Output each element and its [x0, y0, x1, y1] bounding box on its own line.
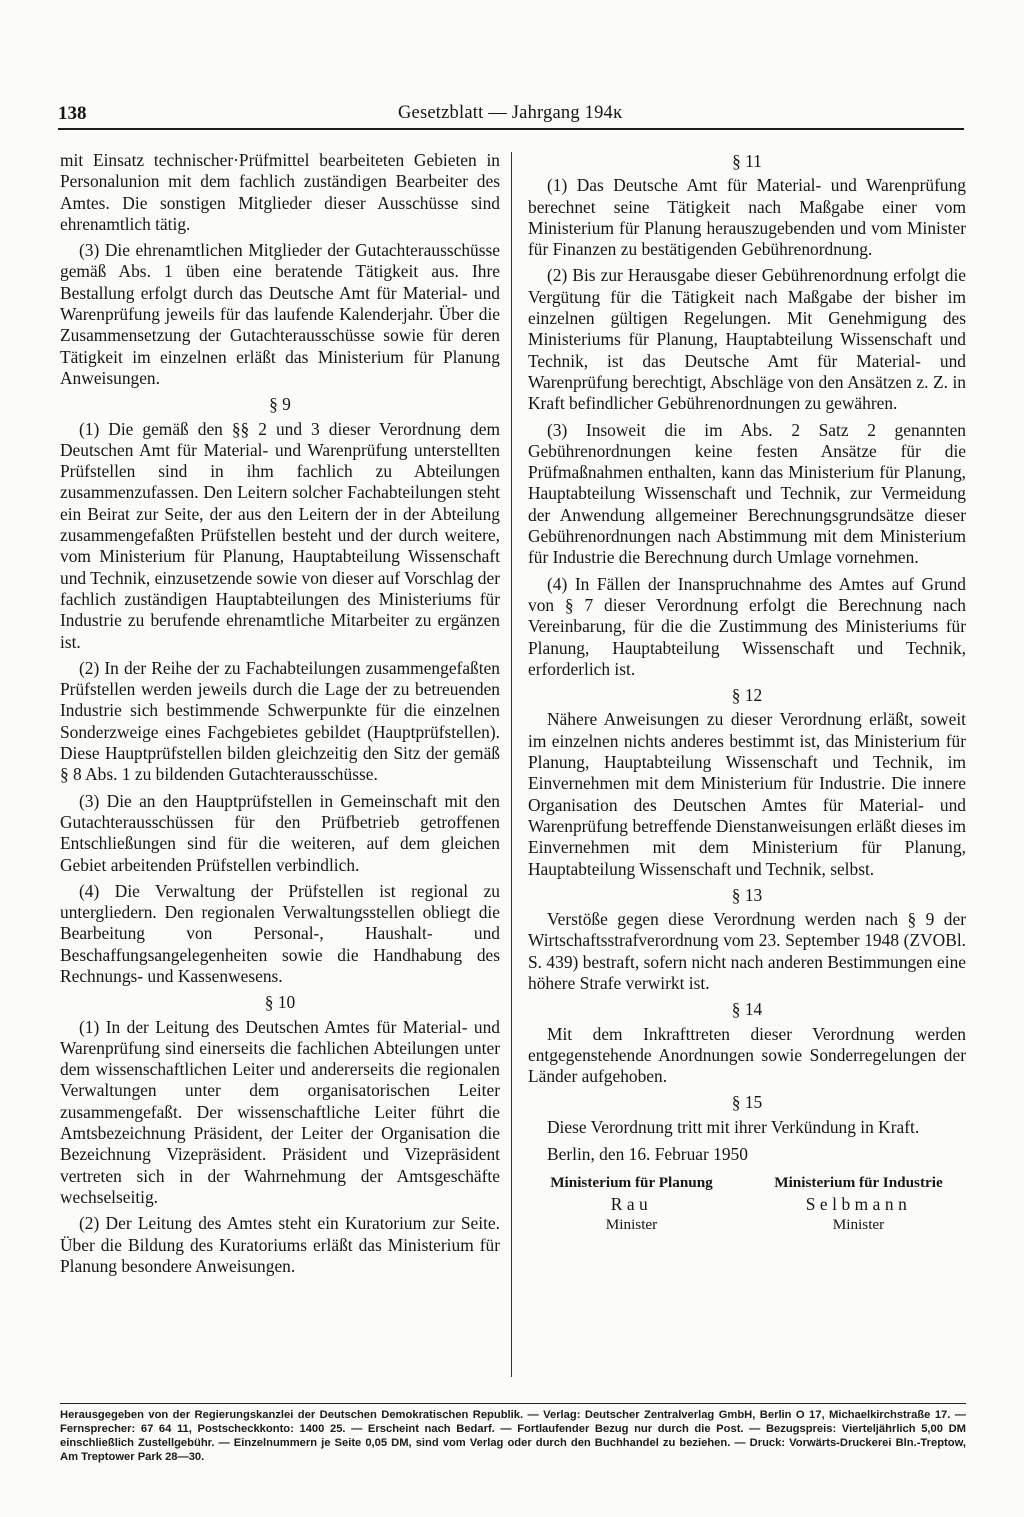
- section-heading-14: § 14: [731, 999, 763, 1020]
- footer-rule: [60, 1403, 966, 1404]
- paragraph: Mit dem Inkrafttreten dieser Verordnung werden entgegenstehende Anordnungen sowie Sonderregelungen der Länder aufgehoben.: [528, 1023, 966, 1087]
- page-header: [58, 103, 966, 129]
- signature-ministry: Ministerium für Industrie: [774, 1174, 943, 1192]
- left-column: [60, 150, 500, 1282]
- signature-name: Rau: [610, 1194, 653, 1215]
- place-date: Berlin, den 16. Februar 1950: [547, 1144, 748, 1165]
- paragraph: (3) Die ehrenamtlichen Mitglieder der Gutachterausschüsse gemäß Abs. 1 üben eine beratende Tätigkeit aus. Ihre Bestallung erfolgt durch das Deutsche Amt für Material- und Warenprüfung jeweils für das laufende Kalenderjahr. Über die Zusammensetzung der Gutachterausschüsse sowie für deren Tätigkeit im einzelnen erläßt das Ministerium für Planung Anweisungen.: [60, 240, 500, 388]
- page-number: 138: [58, 103, 87, 124]
- signature-title: Minister: [832, 1216, 885, 1234]
- paragraph: Nähere Anweisungen zu dieser Verordnung erläßt, soweit im einzelnen nichts anderes bestimmt ist, das Ministerium für Planung, Hauptabteilung Wissenschaft und Technik, im Einvernehmen mit dem Ministerium für Industrie. Die innere Organisation des Deutschen Amtes für Material- und Warenprüfung betreffende Dienstanweisungen erläßt dieses im Einvernehmen mit dem Ministerium für Planung, Hauptabteilung Wissenschaft und Technik, selbst.: [528, 709, 966, 879]
- section-heading-15: § 15: [731, 1092, 763, 1113]
- publisher-imprint: Herausgegeben von der Regierungskanzlei der Deutschen Demokratischen Republik. — Verlag: Deutscher Zentralverlag GmbH, Berlin O 17, Michaelkirchstraße 17. — Fernsprecher: 67 64 11, Postscheckkonto: 1400 25. — Erscheint nach Bedarf. — Fortlaufender Bezug nur durch die Post. — Bezugspreis: Vierteljährlich 5,00 DM einschließlich Zustellgebühr. — Einzelnummern je Seite 0,05 DM, sind vom Verlag oder durch den Buchhandel zu beziehen. — Druck: Vorwärts-Druckerei Bln.-Treptow, Am Treptower Park 28—30.: [60, 1409, 966, 1463]
- paragraph: (1) Die gemäß den §§ 2 und 3 dieser Verordnung dem Deutschen Amt für Material- und Warenprüfung unterstellten Prüfstellen sind in ihm fachlich zu Abteilungen zusammenzufassen. Den Leitern solcher Fachabteilungen steht ein Beirat zur Seite, der aus den Leitern der in der Abteilung zusammengefaßten Prüfstellen besteht und der durch weitere, vom Ministerium für Planung, Hauptabteilung Wissenschaft und Technik, einzusetzende sowie von dieser auf Vorschlag der fachlich zuständigen Hauptabteilungen des Ministeriums für Industrie zu berufende ehrenamtliche Mitarbeiter zu ergänzen ist.: [60, 418, 500, 652]
- paragraph: mit Einsatz technischer·Prüfmittel bearbeiteten Gebieten in Personalunion mit dem fachlich zuständigen Bearbeiter des Amtes. Die sonstigen Mitglieder dieser Ausschüsse sind ehrenamtlich tätig.: [60, 150, 500, 234]
- paragraph: (1) Das Deutsche Amt für Material- und Warenprüfung berechnet seine Tätigkeit nach Maßgabe einer vom Ministerium für Planung herauszugebenden und vom Minister für Finanzen zu bestätigenden Gebührenordnung.: [528, 175, 966, 260]
- signature-ministry: Ministerium für Planung: [550, 1174, 713, 1192]
- paragraph: (3) Insoweit die im Abs. 2 Satz 2 genannten Gebührenordnungen keine festen Ansätze für die Prüfmaßnahmen enthalten, kann das Ministerium für Planung, Hauptabteilung Wissenschaft und Technik, zur Vermeidung der Anwendung allgemeiner Berechnungsgrundsätze dieser Gebührenordnungen nach Abstimmung mit dem Ministerium für Industrie die Berechnung durch Umlage vornehmen.: [528, 419, 966, 568]
- section-heading-13: § 13: [731, 884, 763, 905]
- column-divider: [511, 152, 512, 1377]
- signature-name: Selbmann: [805, 1194, 912, 1215]
- header-rule: [58, 128, 964, 130]
- signature-planung: [524, 1173, 739, 1234]
- signature-block: [524, 1173, 966, 1234]
- paragraph: (4) In Fällen der Inanspruchnahme des Amtes auf Grund von § 7 dieser Verordnung erfolgt die Berechnung nach Vereinbarung, für die die Zustimmung des Ministeriums für Planung, Hauptabteilung Wissenschaft und Technik, erforderlich ist.: [528, 573, 966, 679]
- signature-title: Minister: [605, 1216, 658, 1234]
- section-heading-9: § 9: [269, 394, 291, 415]
- paragraph: Diese Verordnung tritt mit ihrer Verkündung in Kraft.: [547, 1116, 920, 1137]
- paragraph: (2) Bis zur Herausgabe dieser Gebührenordnung erfolgt die Vergütung für die Tätigkeit nach Maßgabe der bisher im einzelnen gültigen Regelungen. Mit Genehmigung des Ministeriums für Planung, Hauptabteilung Wissenschaft und Technik, ist das Deutsche Amt für Material- und Warenprüfung berechtigt, Abschläge von den Ansätzen z. Z. in Kraft befindlicher Gebührenordnungen zu gewähren.: [528, 265, 966, 414]
- paragraph: (1) In der Leitung des Deutschen Amtes für Material- und Warenprüfung sind einerseits die fachlichen Abteilungen unter dem wissenschaftlichen Leiter und andererseits die regionalen Verwaltungen unter dem organisatorischen Leiter zusammengefaßt. Der wissenschaftliche Leiter führt die Amtsbezeichnung Präsident, der Leiter der Organisation die Bezeichnung Vizepräsident. Präsident und Vizepräsident vertreten sich in der Wahrnehmung der Amtsgeschäfte wechselseitig.: [60, 1016, 500, 1207]
- paragraph: (3) Die an den Hauptprüfstellen in Gemeinschaft mit den Gutachterausschüssen für den Prüfbetrieb getroffenen Entschließungen sind für die weiteren, auf dem gleichen Gebiet arbeitenden Prüfstellen verbindlich.: [60, 790, 500, 875]
- section-heading-10: § 10: [264, 992, 296, 1013]
- right-column: [528, 150, 966, 1234]
- section-heading-12: § 12: [731, 685, 763, 706]
- section-heading-11: § 11: [732, 151, 762, 171]
- paragraph: (2) Der Leitung des Amtes steht ein Kuratorium zur Seite. Über die Bildung des Kuratoriums erläßt das Ministerium für Planung besondere Anweisungen.: [60, 1213, 500, 1276]
- signature-industrie: [751, 1173, 966, 1234]
- paragraph: (4) Die Verwaltung der Prüfstellen ist regional zu untergliedern. Den regionalen Verwaltungsstellen obliegt die Bearbeitung von Personal-, Haushalt- und Beschaffungsangelegenheiten sowie die Handhabung des Rechnungs- und Kassenwesens.: [60, 880, 500, 986]
- paragraph: Verstöße gegen diese Verordnung werden nach § 9 der Wirtschaftsstrafverordnung vom 23. September 1948 (ZVOBl. S. 439) bestraft, sofern nicht nach anderen Bestimmungen eine höhere Strafe verwirkt ist.: [528, 909, 966, 993]
- paragraph: (2) In der Reihe der zu Fachabteilungen zusammengefaßten Prüfstellen werden jeweils durch die Lage der zu betreuenden Industrie sich bestimmende Schwerpunkte für die einzelnen Sonderzweige eines Fachgebietes gebildet (Hauptprüfstellen). Diese Hauptprüfstellen bilden gleichzeitig den Sitz der gemäß § 8 Abs. 1 zu bildenden Gutachterausschüsse.: [60, 657, 500, 785]
- running-title: Gesetzblatt — Jahrgang 194ĸ: [398, 103, 623, 123]
